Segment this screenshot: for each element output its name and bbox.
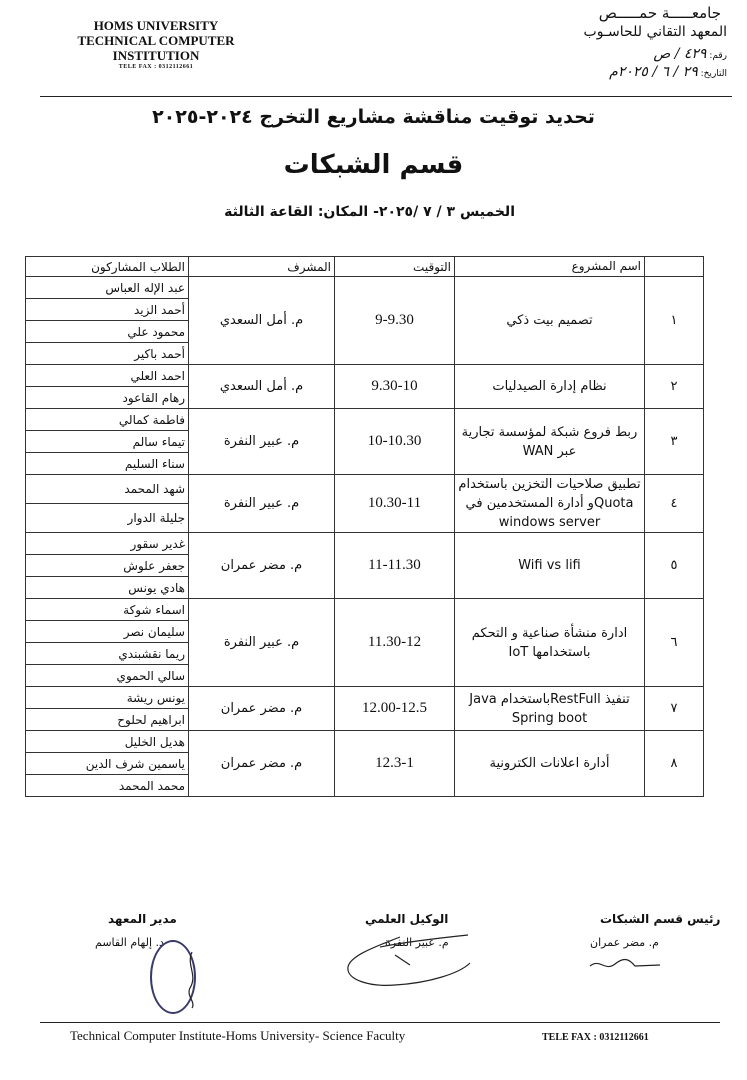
project-time: 10.30-11 — [335, 475, 455, 533]
project-time: 12.3-1 — [335, 731, 455, 797]
project-number: ٧ — [645, 687, 704, 731]
reference-label: رقم: — [709, 51, 727, 61]
student-name: سالي الحموي — [26, 665, 189, 687]
project-supervisor: م. مضر عمران — [189, 731, 335, 797]
document-date — [497, 64, 727, 80]
project-name: ربط فروع شبكة لمؤسسة تجارية عبر WAN — [455, 409, 645, 475]
date-label: التاريخ: — [700, 69, 727, 79]
student-name: اسماء شوكة — [26, 599, 189, 621]
student-name: هادي يونس — [26, 577, 189, 599]
project-supervisor: م. عبير النفرة — [189, 599, 335, 687]
student-name: أحمد الزيد — [26, 299, 189, 321]
institution-name-en — [42, 18, 270, 72]
header-students: الطلاب المشاركون — [26, 257, 189, 277]
project-name: تصميم بيت ذكي — [455, 277, 645, 365]
project-time: 12.00-12.5 — [335, 687, 455, 731]
project-time: 9.30-10 — [335, 365, 455, 409]
student-name: ريما نقشبندي — [26, 643, 189, 665]
header-time: التوقيت — [335, 257, 455, 277]
student-name: ابراهيم لحلوح — [26, 709, 189, 731]
project-name: Wifi vs lifi — [455, 533, 645, 599]
project-supervisor: م. أمل السعدي — [189, 277, 335, 365]
project-name: أدارة اعلانات الكترونية — [455, 731, 645, 797]
reference-number — [497, 46, 727, 62]
project-number: ٣ — [645, 409, 704, 475]
student-name: سناء السليم — [26, 453, 189, 475]
table-row — [26, 533, 704, 555]
table-header-row — [26, 257, 704, 277]
deputy-title: الوكيل العلمي — [365, 912, 449, 926]
deputy-name: م. عبير النفرة — [385, 936, 449, 949]
student-name: شهد المحمد — [26, 475, 189, 504]
project-supervisor: م. مضر عمران — [189, 687, 335, 731]
table-row — [26, 687, 704, 709]
table-row — [26, 409, 704, 431]
head-of-department-title: رئيس قسم الشبكات — [600, 912, 721, 926]
student-name: عبد الإله العباس — [26, 277, 189, 299]
student-name: هديل الخليل — [26, 731, 189, 753]
table-row — [26, 475, 704, 504]
project-time: 9-9.30 — [335, 277, 455, 365]
director-title: مدير المعهد — [108, 912, 177, 926]
student-name: غدير سقور — [26, 533, 189, 555]
project-name: نظام إدارة الصيدليات — [455, 365, 645, 409]
student-name: احمد العلي — [26, 365, 189, 387]
table-row — [26, 365, 704, 387]
institution-tel: TELE FAX : 0312112661 — [118, 64, 194, 70]
project-name: تطبيق صلاحيات التخزين باستخدام Quotaو أدارة المستخدمين في windows server — [455, 475, 645, 533]
student-name: فاطمة كمالي — [26, 409, 189, 431]
table-row — [26, 599, 704, 621]
document-title: تحديد توقيت مناقشة مشاريع التخرج ٢٠٢٤-٢٠٢٥ — [152, 106, 595, 128]
project-time: 11.30-12 — [335, 599, 455, 687]
institute-name-ar: المعهد التقاني للحاسـوب — [583, 24, 727, 40]
university-name-ar: جامعـــــة حمـــــص — [598, 4, 721, 22]
project-number: ٨ — [645, 731, 704, 797]
project-time: 11-11.30 — [335, 533, 455, 599]
project-supervisor: م. مضر عمران — [189, 533, 335, 599]
director-signature — [182, 950, 202, 1010]
student-name: جليلة الدوار — [26, 504, 189, 533]
footer-tel: TELE FAX : 0312112661 — [542, 1032, 649, 1043]
footer-divider — [40, 1022, 720, 1023]
table-row — [26, 731, 704, 753]
header-supervisor: المشرف — [189, 257, 335, 277]
student-name: تيماء سالم — [26, 431, 189, 453]
institution-line-2: TECHNICAL COMPUTER — [77, 33, 235, 48]
project-number: ٤ — [645, 475, 704, 533]
department-title: قسم الشبكات — [283, 150, 464, 180]
project-number: ٢ — [645, 365, 704, 409]
student-name: محمود علي — [26, 321, 189, 343]
header-divider — [40, 96, 732, 97]
institution-name-ar — [497, 4, 727, 80]
project-name: تنفيذ RestFullباستخدام Java Spring boot — [455, 687, 645, 731]
footer-text: Technical Computer Institute-Homs University- Science Faculty — [70, 1028, 406, 1043]
project-supervisor: م. عبير النفرة — [189, 475, 335, 533]
deputy-signature — [340, 925, 475, 1000]
schedule-table — [25, 256, 704, 797]
student-name: رهام القاعود — [26, 387, 189, 409]
student-name: جعفر علوش — [26, 555, 189, 577]
student-name: محمد المحمد — [26, 775, 189, 797]
head-signature — [585, 954, 665, 974]
student-name: سليمان نصر — [26, 621, 189, 643]
institution-line-1: HOMS UNIVERSITY — [93, 18, 219, 33]
reference-value: ٤٢٩ / ص — [653, 46, 707, 62]
project-supervisor: م. عبير النفرة — [189, 409, 335, 475]
header-project: اسم المشروع — [455, 257, 645, 277]
student-name: ياسمين شرف الدين — [26, 753, 189, 775]
date-value: ٢٩ / ٦ / ٢٠٢٥م — [609, 64, 698, 80]
table-row — [26, 277, 704, 299]
session-info: الخميس ٣ / ٧ /٢٠٢٥- المكان: القاعة الثالثة — [224, 204, 515, 220]
project-name: ادارة منشأة صناعية و التحكم باستخدامها IoT — [455, 599, 645, 687]
header-number — [645, 257, 704, 277]
institution-line-3: INSTITUTION — [112, 48, 200, 63]
project-number: ١ — [645, 277, 704, 365]
project-supervisor: م. أمل السعدي — [189, 365, 335, 409]
project-number: ٥ — [645, 533, 704, 599]
director-name: د. إلهام القاسم — [95, 936, 164, 949]
student-name: يونس ريشة — [26, 687, 189, 709]
project-time: 10-10.30 — [335, 409, 455, 475]
student-name: أحمد باكير — [26, 343, 189, 365]
head-of-department-name: م. مضر عمران — [590, 936, 659, 949]
project-number: ٦ — [645, 599, 704, 687]
